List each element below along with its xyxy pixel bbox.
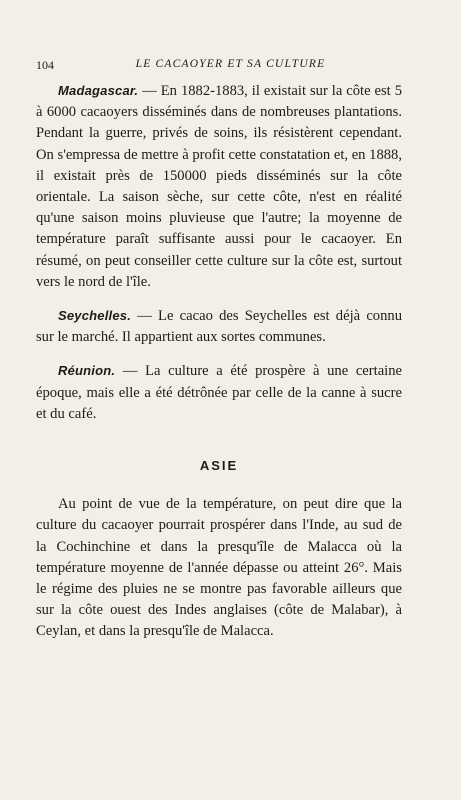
paragraph-reunion: [36, 360, 402, 425]
section-heading-asie: ASIE: [199, 458, 239, 474]
page-body: [36, 80, 402, 643]
paragraph-lead-seychelles: Seychelles.: [58, 308, 132, 324]
paragraph-lead-reunion: Réunion.: [58, 363, 116, 379]
running-head: [36, 58, 425, 74]
paragraph-text-seychelles: — Le cacao des Seychelles est déjà connu sur le marché. Il appartient aux sortes communes.: [36, 308, 402, 346]
page-number: 104: [36, 58, 54, 72]
paragraph-text-madagascar: — En 1882-1883, il existait sur la côte est 5 à 6000 cacaoyers disséminés dans de nombreuses plantations. Pendant la guerre, privés de soins, ils résistèrent cependant. On s'empressa de mettre à profit cette constatation et, en 1888, il existait près de 150000 pieds disséminés sur la côte orientale. La saison sèche, sur cette côte, n'est en réalité qu'une saison moins pluvieuse que l'autre; la moyenne de température paraît suffisante aussi pour le cacaoyer. En résumé, on peut conseiller cette culture sur la côte est, surtout vers le nord de l'île.: [36, 83, 402, 290]
paragraph-asie: Au point de vue de la température, on peut dire que la culture du cacaoyer pourrait prospérer dans l'Inde, au sud de la Cochinchine et dans la presqu'île de Malacca où la température moyenne de l'année dépasse ou atteint 26°. Mais le régime des pluies ne se montre pas favorable ailleurs que sur la côte ouest des Indes anglaises (côte de Malabar), à Ceylan, et dans la presqu'île de Malacca.: [36, 496, 402, 640]
running-title: LE CACAOYER ET SA CULTURE: [135, 58, 326, 70]
paragraph-seychelles: [36, 305, 402, 348]
paragraph-lead-madagascar: Madagascar.: [58, 83, 139, 98]
paragraph-text-reunion: — La culture a été prospère à une certaine époque, mais elle a été détrônée par celle de la canne à sucre et du café.: [36, 363, 402, 422]
paragraph-madagascar: [36, 80, 402, 293]
